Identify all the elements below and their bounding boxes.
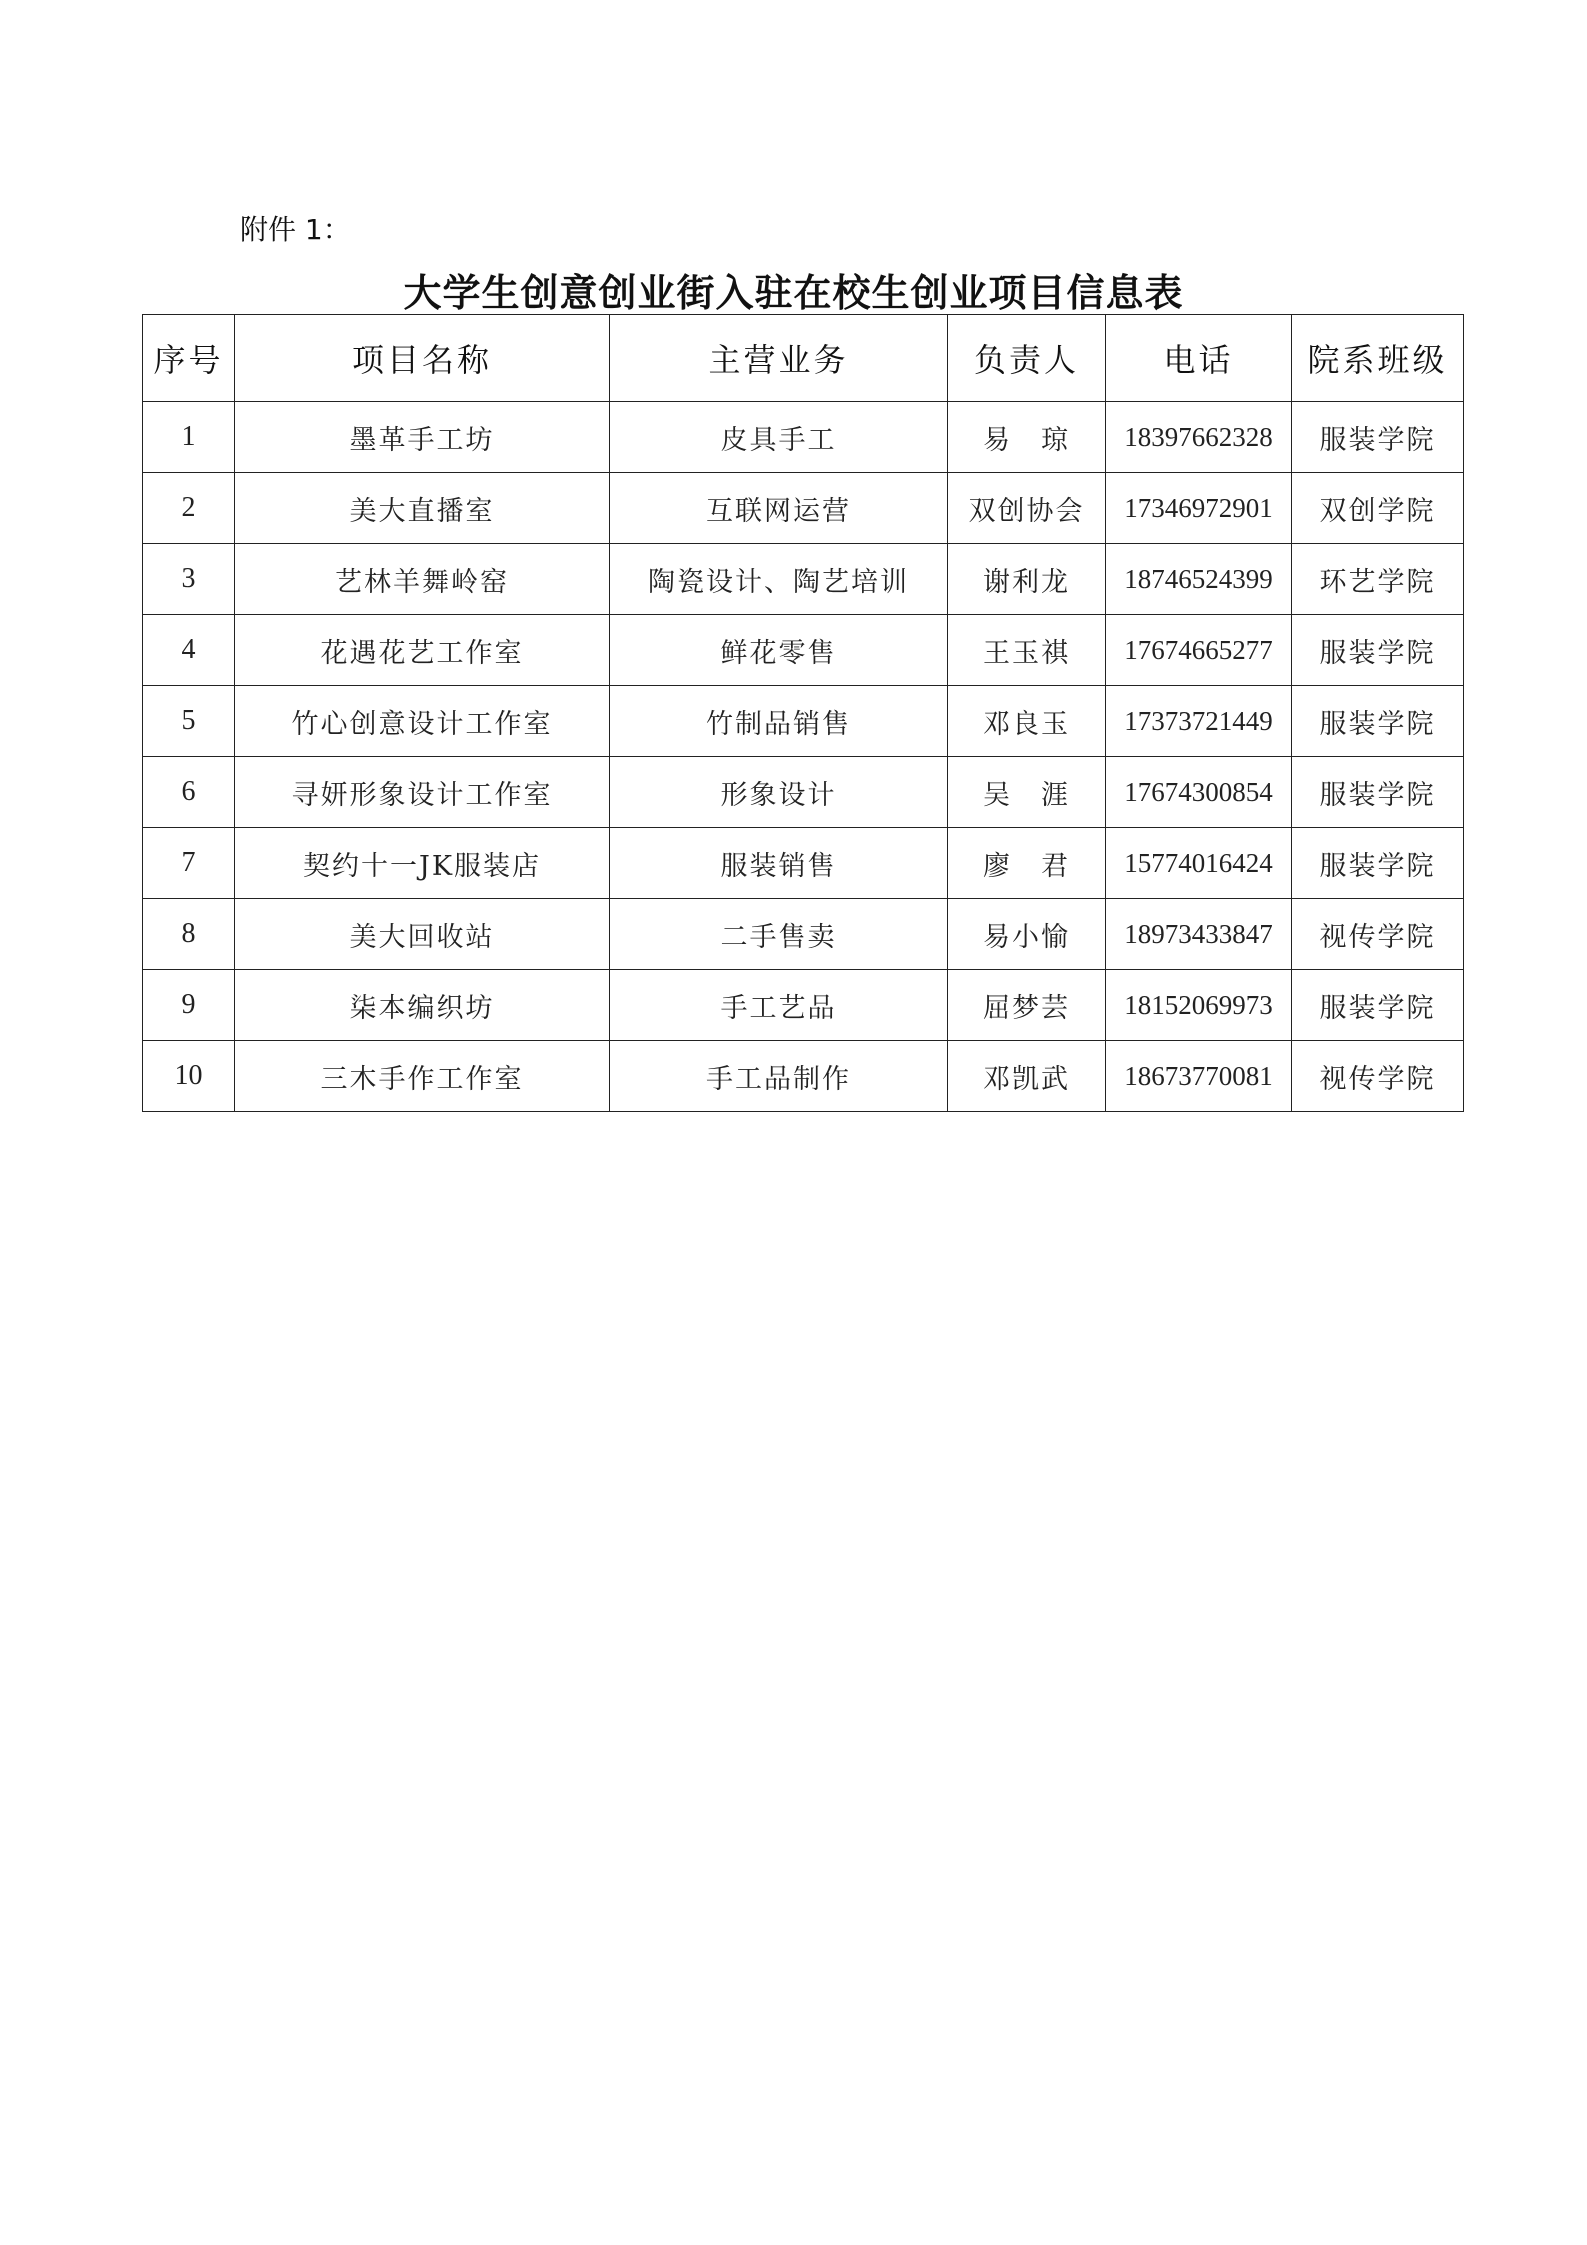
cell-main-business: 鲜花零售 (610, 615, 948, 686)
table-row (143, 828, 1464, 899)
cell-serial-number: 2 (143, 473, 235, 544)
table-row (143, 899, 1464, 970)
cell-phone: 17674665277 (1106, 615, 1292, 686)
cell-serial-number: 6 (143, 757, 235, 828)
project-info-table (142, 314, 1464, 1112)
header-college-class: 院系班级 (1292, 315, 1464, 402)
table-row (143, 686, 1464, 757)
header-leader: 负责人 (948, 315, 1106, 402)
cell-main-business: 互联网运营 (610, 473, 948, 544)
cell-college-class: 视传学院 (1292, 1041, 1464, 1112)
cell-college-class: 服装学院 (1292, 757, 1464, 828)
document-title: 大学生创意创业街入驻在校生创业项目信息表 (403, 271, 1184, 315)
table-row (143, 970, 1464, 1041)
cell-college-class: 环艺学院 (1292, 544, 1464, 615)
cell-project-name: 美大直播室 (235, 473, 610, 544)
cell-phone: 18673770081 (1106, 1041, 1292, 1112)
cell-serial-number: 10 (143, 1041, 235, 1112)
cell-phone: 17346972901 (1106, 473, 1292, 544)
cell-phone: 15774016424 (1106, 828, 1292, 899)
cell-main-business: 形象设计 (610, 757, 948, 828)
table-row (143, 402, 1464, 473)
cell-leader: 吴 涯 (948, 757, 1106, 828)
cell-serial-number: 5 (143, 686, 235, 757)
table-row (143, 1041, 1464, 1112)
cell-main-business: 二手售卖 (610, 899, 948, 970)
cell-project-name: 三木手作工作室 (235, 1041, 610, 1112)
cell-serial-number: 4 (143, 615, 235, 686)
cell-main-business: 皮具手工 (610, 402, 948, 473)
cell-serial-number: 7 (143, 828, 235, 899)
cell-leader: 王玉祺 (948, 615, 1106, 686)
cell-college-class: 服装学院 (1292, 402, 1464, 473)
header-main-business: 主营业务 (610, 315, 948, 402)
cell-leader: 双创协会 (948, 473, 1106, 544)
cell-project-name: 墨革手工坊 (235, 402, 610, 473)
table-row (143, 473, 1464, 544)
cell-college-class: 服装学院 (1292, 686, 1464, 757)
cell-phone: 18152069973 (1106, 970, 1292, 1041)
cell-phone: 18397662328 (1106, 402, 1292, 473)
cell-leader: 易 琼 (948, 402, 1106, 473)
cell-leader: 谢利龙 (948, 544, 1106, 615)
cell-leader: 廖 君 (948, 828, 1106, 899)
cell-project-name: 柒本编织坊 (235, 970, 610, 1041)
cell-leader: 邓凯武 (948, 1041, 1106, 1112)
cell-main-business: 竹制品销售 (610, 686, 948, 757)
cell-phone: 18746524399 (1106, 544, 1292, 615)
cell-college-class: 视传学院 (1292, 899, 1464, 970)
header-project-name: 项目名称 (235, 315, 610, 402)
header-serial-number: 序号 (143, 315, 235, 402)
cell-serial-number: 9 (143, 970, 235, 1041)
cell-project-name: 寻妍形象设计工作室 (235, 757, 610, 828)
cell-project-name: 艺林羊舞岭窑 (235, 544, 610, 615)
cell-project-name: 花遇花艺工作室 (235, 615, 610, 686)
table-row (143, 615, 1464, 686)
cell-phone: 18973433847 (1106, 899, 1292, 970)
cell-project-name: 美大回收站 (235, 899, 610, 970)
table-row (143, 757, 1464, 828)
cell-phone: 17373721449 (1106, 686, 1292, 757)
cell-serial-number: 3 (143, 544, 235, 615)
cell-college-class: 双创学院 (1292, 473, 1464, 544)
cell-main-business: 陶瓷设计、陶艺培训 (610, 544, 948, 615)
header-phone: 电话 (1106, 315, 1292, 402)
cell-main-business: 手工品制作 (610, 1041, 948, 1112)
cell-leader: 屈梦芸 (948, 970, 1106, 1041)
table-row (143, 544, 1464, 615)
cell-college-class: 服装学院 (1292, 828, 1464, 899)
cell-serial-number: 1 (143, 402, 235, 473)
cell-serial-number: 8 (143, 899, 235, 970)
table-header-row (143, 315, 1464, 402)
cell-leader: 易小愉 (948, 899, 1106, 970)
cell-project-name: 契约十一JK服装店 (235, 828, 610, 899)
cell-main-business: 手工艺品 (610, 970, 948, 1041)
cell-project-name: 竹心创意设计工作室 (235, 686, 610, 757)
cell-phone: 17674300854 (1106, 757, 1292, 828)
cell-college-class: 服装学院 (1292, 970, 1464, 1041)
cell-main-business: 服装销售 (610, 828, 948, 899)
attachment-label: 附件 1： (240, 213, 351, 246)
cell-college-class: 服装学院 (1292, 615, 1464, 686)
cell-leader: 邓良玉 (948, 686, 1106, 757)
